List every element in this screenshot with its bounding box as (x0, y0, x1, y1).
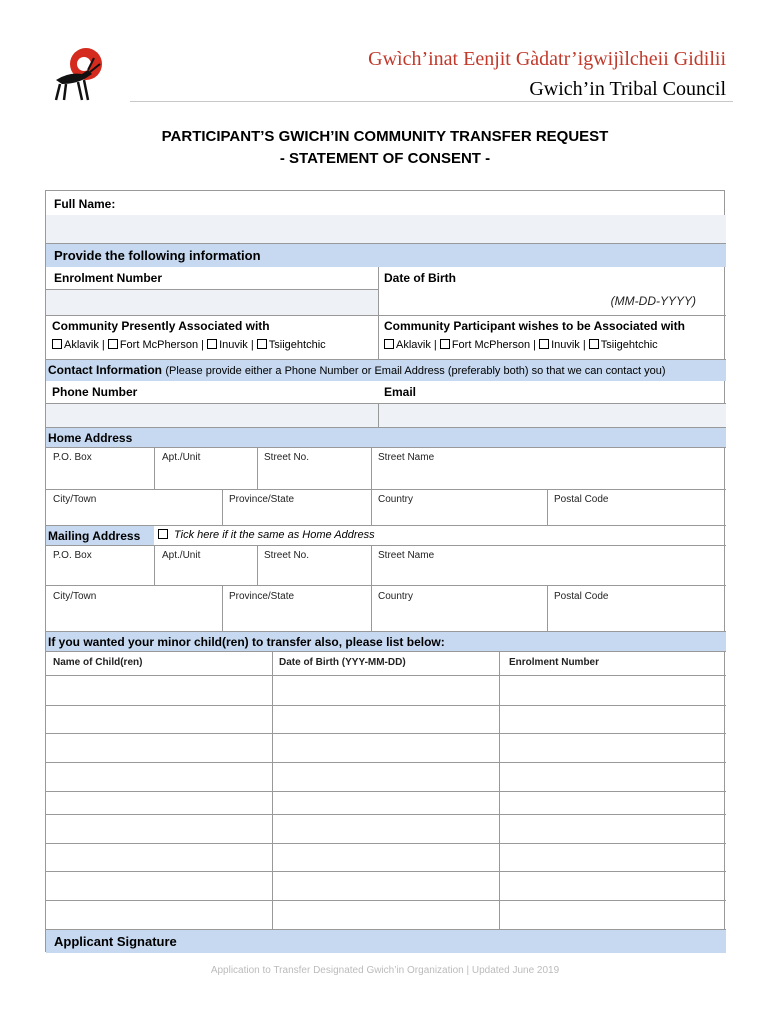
option-label: Fort McPherson (451, 339, 531, 351)
home-city-field[interactable] (46, 489, 222, 525)
children-section-title: If you wanted your minor child(ren) to transfer also, please list below: (48, 635, 445, 649)
child-enrolment-field[interactable] (499, 733, 726, 762)
child-dob-field[interactable] (272, 675, 499, 705)
home-apt-field[interactable] (154, 447, 257, 489)
child-dob-field[interactable] (272, 733, 499, 762)
home-street-name-field[interactable] (371, 447, 726, 489)
street-name-label: Street Name (378, 452, 435, 463)
form-title: PARTICIPANT’S GWICH’IN COMMUNITY TRANSFER REQUEST (161, 128, 609, 145)
option-label: Aklavik (64, 339, 99, 351)
mailing-same-label: Tick here if it the same as Home Address (174, 529, 375, 541)
option-label: Tsiigehtchic (268, 339, 326, 351)
street-name-label: Street Name (378, 550, 435, 561)
province-label: Province/State (229, 494, 295, 505)
mailing-address-label: Mailing Address (48, 529, 141, 543)
dob-field[interactable] (378, 267, 726, 315)
street-no-label: Street No. (264, 550, 310, 561)
mailing-address-header (46, 525, 154, 545)
info-section-title: Provide the following information (54, 248, 261, 263)
dob-label: Date of Birth (384, 271, 456, 285)
checkbox-present-inuvik[interactable] (207, 339, 217, 349)
form-subtitle: - STATEMENT OF CONSENT - (279, 150, 491, 167)
province-label: Province/State (229, 591, 295, 602)
signature-label: Applicant Signature (54, 934, 177, 949)
present-community-options: Aklavik | Fort McPherson | Inuvik | Tsiigehtchic (52, 339, 326, 351)
checkbox-wish-aklavik[interactable] (384, 339, 394, 349)
home-country-field[interactable] (371, 489, 547, 525)
child-dob-field[interactable] (272, 705, 499, 733)
gwichin-tribal-council-logo (48, 44, 110, 102)
child-enrolment-field[interactable] (499, 762, 726, 791)
page-footer: Application to Transfer Designated Gwich’in Organization | Updated June 2019 (210, 965, 560, 976)
mail-province-field[interactable] (222, 585, 371, 631)
option-label: Aklavik (396, 339, 431, 351)
child-name-field[interactable] (46, 762, 272, 791)
city-label: City/Town (53, 591, 97, 602)
home-address-label: Home Address (48, 431, 133, 445)
children-col-dob (272, 651, 499, 675)
phone-field[interactable] (46, 403, 378, 427)
children-section-header (46, 631, 726, 651)
email-field[interactable] (378, 403, 726, 427)
option-label: Inuvik (551, 339, 580, 351)
home-po-box-field[interactable] (46, 447, 154, 489)
children-col-enrolment-label: Enrolment Number (509, 657, 600, 668)
mail-city-field[interactable] (46, 585, 222, 631)
mailing-same-option (158, 529, 375, 541)
home-address-header (46, 427, 726, 447)
contact-note: (Please provide either a Phone Number or Email Address (preferably both) so that we can contact you) (165, 365, 666, 377)
mail-street-no-field[interactable] (257, 545, 371, 585)
home-province-field[interactable] (222, 489, 371, 525)
city-label: City/Town (53, 494, 97, 505)
community-divider (378, 315, 379, 359)
home-street-no-field[interactable] (257, 447, 371, 489)
child-enrolment-field[interactable] (499, 814, 726, 843)
po-box-label: P.O. Box (53, 452, 92, 463)
mail-po-box-field[interactable] (46, 545, 154, 585)
child-enrolment-field[interactable] (499, 900, 726, 929)
child-name-field[interactable] (46, 871, 272, 900)
checkbox-present-tsiigehtchic[interactable] (257, 339, 267, 349)
child-name-field[interactable] (46, 843, 272, 871)
option-label: Fort McPherson (119, 339, 199, 351)
postal-label: Postal Code (554, 591, 609, 602)
child-enrolment-field[interactable] (499, 871, 726, 900)
apt-label: Apt./Unit (162, 550, 201, 561)
child-name-field[interactable] (46, 705, 272, 733)
home-postal-field[interactable] (547, 489, 726, 525)
header-divider (130, 101, 733, 102)
child-dob-field[interactable] (272, 762, 499, 791)
mail-postal-field[interactable] (547, 585, 726, 631)
child-name-field[interactable] (46, 814, 272, 843)
email-label: Email (384, 385, 417, 399)
org-name-gwichin: Gwìch’inat Eenjit Gàdatr’igwijìlcheii Gidilii (368, 48, 726, 70)
community-wish-label: Community Participant wishes to be Associated with (384, 319, 685, 333)
children-col-name-label: Name of Child(ren) (53, 657, 143, 668)
child-name-field[interactable] (46, 733, 272, 762)
country-label: Country (378, 494, 414, 505)
postal-label: Postal Code (554, 494, 609, 505)
enrolment-label: Enrolment Number (54, 271, 163, 285)
mail-country-field[interactable] (371, 585, 547, 631)
child-enrolment-field[interactable] (499, 843, 726, 871)
mail-apt-field[interactable] (154, 545, 257, 585)
mail-street-name-field[interactable] (371, 545, 726, 585)
mailing-same-row (154, 525, 726, 545)
full-name-label: Full Name: (54, 197, 116, 211)
checkbox-wish-inuvik[interactable] (539, 339, 549, 349)
checkbox-present-aklavik[interactable] (52, 339, 62, 349)
option-label: Tsiigehtchic (600, 339, 658, 351)
child-name-field[interactable] (46, 900, 272, 929)
po-box-label: P.O. Box (53, 550, 92, 561)
signature-section[interactable] (46, 929, 726, 953)
full-name-field[interactable] (46, 215, 726, 243)
checkbox-wish-tsiigehtchic[interactable] (589, 339, 599, 349)
street-no-label: Street No. (264, 452, 310, 463)
apt-label: Apt./Unit (162, 452, 201, 463)
checkbox-present-fort-mcpherson[interactable] (108, 339, 118, 349)
contact-section-title (48, 363, 666, 377)
enrolment-field[interactable] (46, 289, 378, 315)
child-dob-field[interactable] (272, 871, 499, 900)
transfer-form (45, 190, 725, 952)
child-dob-field[interactable] (272, 900, 499, 929)
child-dob-field[interactable] (272, 791, 499, 814)
child-dob-field[interactable] (272, 814, 499, 843)
info-section-header (46, 243, 726, 267)
child-dob-field[interactable] (272, 843, 499, 871)
checkbox-wish-fort-mcpherson[interactable] (440, 339, 450, 349)
child-enrolment-field[interactable] (499, 705, 726, 733)
contact-label: Contact Information (48, 363, 162, 377)
checkbox-mailing-same[interactable] (158, 529, 168, 539)
community-present-label: Community Presently Associated with (52, 319, 270, 333)
wish-community-options: Aklavik | Fort McPherson | Inuvik | Tsiigehtchic (384, 339, 658, 351)
child-name-field[interactable] (46, 675, 272, 705)
contact-section-header (46, 359, 726, 381)
country-label: Country (378, 591, 414, 602)
phone-label: Phone Number (52, 385, 138, 399)
option-label: Inuvik (219, 339, 248, 351)
child-name-field[interactable] (46, 791, 272, 814)
children-col-name (46, 651, 272, 675)
child-enrolment-field[interactable] (499, 675, 726, 705)
children-col-dob-label: Date of Birth (YYY-MM-DD) (279, 657, 406, 668)
children-col-enrolment (499, 651, 726, 675)
org-name-english: Gwich’in Tribal Council (529, 78, 726, 100)
dob-format-hint: (MM-DD-YYYY) (610, 294, 696, 308)
child-enrolment-field[interactable] (499, 791, 726, 814)
